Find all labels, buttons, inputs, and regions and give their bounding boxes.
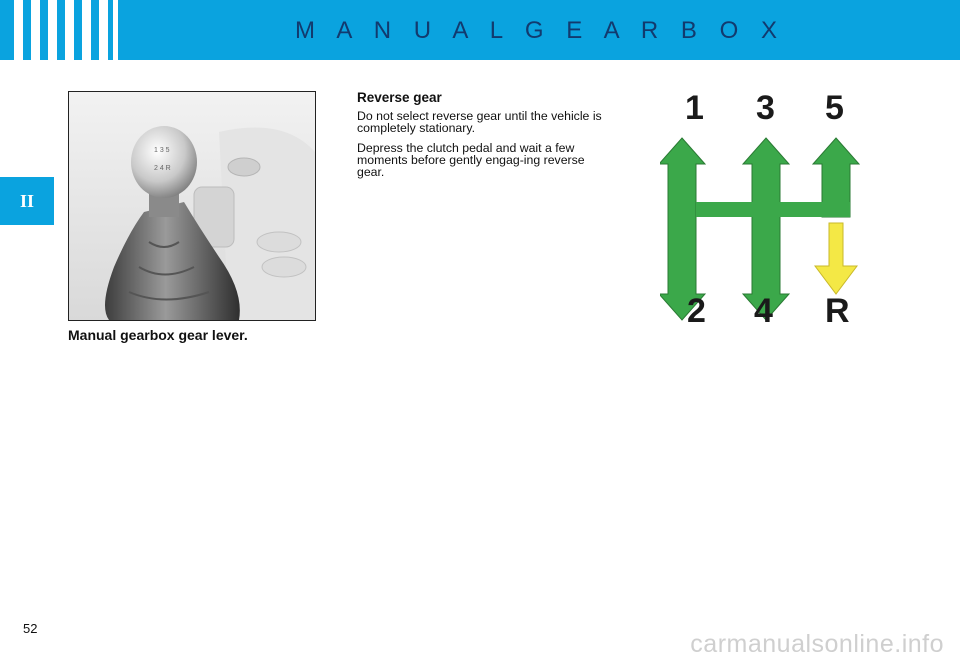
header-stripe xyxy=(99,0,108,60)
gear-label-5: 5 xyxy=(825,89,844,127)
reverse-gear-paragraph-2: Depress the clutch pedal and wait a few moments before gently engag-ing reverse gear. xyxy=(357,141,585,179)
page-title: M A N U A L G E A R B O X xyxy=(295,17,785,44)
header-stripe xyxy=(113,0,118,60)
gear-label-3: 3 xyxy=(756,89,775,127)
reverse-gear-heading: Reverse gear xyxy=(357,90,442,105)
svg-text:2 4 R: 2 4 R xyxy=(154,165,171,172)
header-stripe xyxy=(48,0,57,60)
page-number: 52 xyxy=(23,621,38,636)
neutral-crossbar xyxy=(696,202,850,217)
gear-label-2: 2 xyxy=(687,292,706,330)
chapter-tab: II xyxy=(0,177,54,225)
reverse-arrow xyxy=(815,223,857,294)
photo-caption: Manual gearbox gear lever. xyxy=(68,327,248,343)
gear-lever-photo xyxy=(68,91,316,321)
header-stripe xyxy=(31,0,40,60)
svg-text:1 3 5: 1 3 5 xyxy=(154,147,170,154)
gear-shift-diagram xyxy=(660,86,880,336)
gear-label-4: 4 xyxy=(754,292,773,330)
gear-lever-illustration xyxy=(69,92,315,320)
gear-label-reverse: R xyxy=(825,292,850,330)
page-header xyxy=(0,0,960,60)
header-stripe xyxy=(65,0,74,60)
watermark: carmanualsonline.info xyxy=(690,630,944,658)
gear-label-1: 1 xyxy=(685,89,704,127)
header-stripe xyxy=(14,0,23,60)
header-stripe xyxy=(82,0,91,60)
reverse-gear-paragraph-1: Do not select reverse gear until the vehicle is completely stationary. xyxy=(357,109,602,135)
